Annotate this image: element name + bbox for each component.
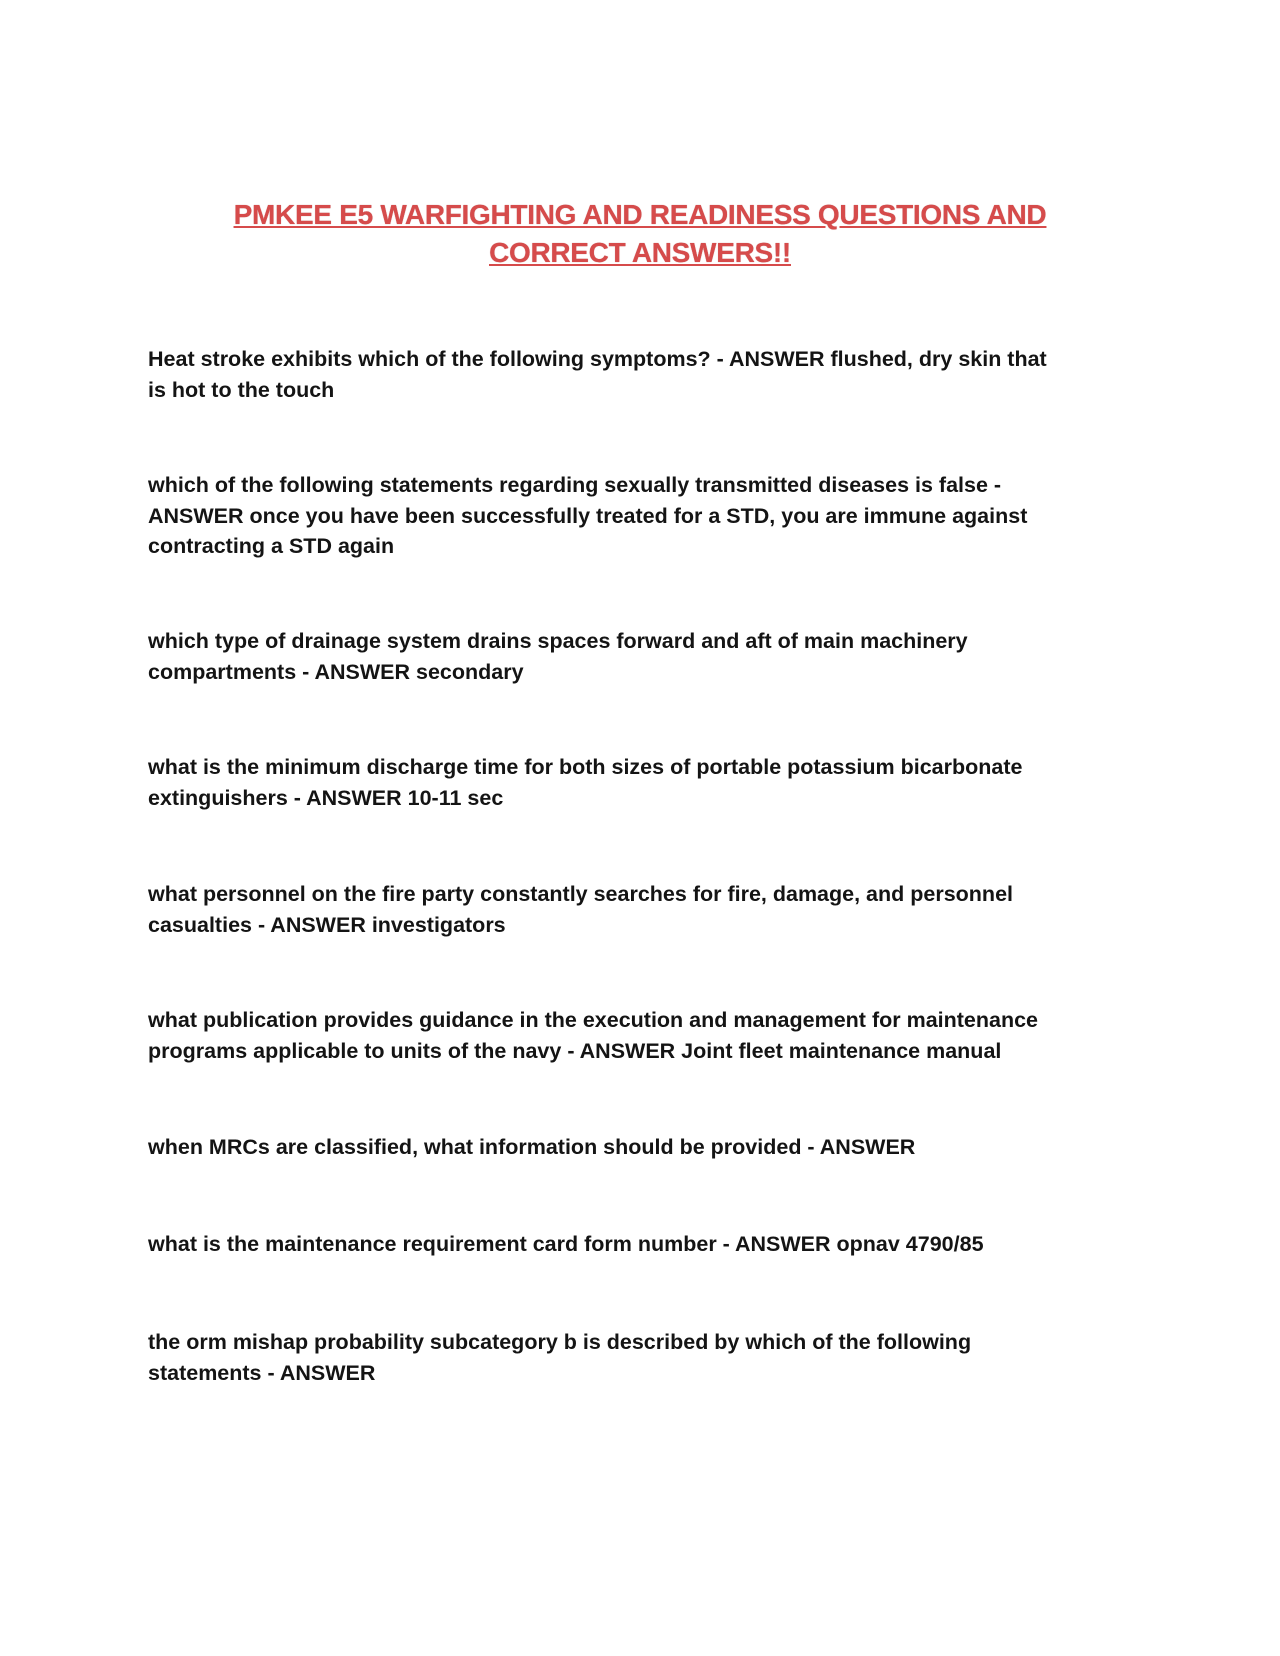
- title-line-2: CORRECT ANSWERS!!: [489, 237, 791, 268]
- qa-line: compartments - ANSWER secondary: [148, 659, 524, 684]
- qa-line: is hot to the touch: [148, 377, 335, 402]
- qa-item-mrcs: [148, 1132, 1138, 1163]
- qa-line: casualties - ANSWER investigators: [148, 912, 506, 937]
- title-line-1: PMKEE E5 WARFIGHTING AND READINESS QUESTIONS AND: [233, 199, 1047, 230]
- qa-line: ANSWER once you have been successfully treated for a STD, you are immune against: [148, 503, 1028, 528]
- qa-line: programs applicable to units of the navy - ANSWER Joint fleet maintenance manual: [148, 1038, 1002, 1063]
- document-title: [140, 196, 1140, 272]
- qa-line: the orm mishap probability subcategory b is described by which of the following: [148, 1330, 972, 1354]
- qa-line: statements - ANSWER: [148, 1360, 376, 1385]
- qa-line: extinguishers - ANSWER 10-11 sec: [148, 785, 504, 810]
- qa-line: what publication provides guidance in the execution and management for maintenance: [148, 1008, 1039, 1032]
- qa-line: what is the minimum discharge time for both sizes of portable potassium bicarbonate: [148, 755, 1023, 779]
- qa-line: which of the following statements regarding sexually transmitted diseases is false -: [148, 473, 1002, 497]
- qa-item-orm: [148, 1327, 1138, 1388]
- qa-line: which type of drainage system drains spaces forward and aft of main machinery: [148, 629, 968, 653]
- qa-item-heat-stroke: [148, 344, 1138, 405]
- qa-item-mrc-form: [148, 1229, 1138, 1260]
- qa-line: what is the maintenance requirement card form number - ANSWER opnav 4790/85: [148, 1232, 984, 1256]
- qa-line: Heat stroke exhibits which of the following symptoms? - ANSWER flushed, dry skin that: [148, 347, 1047, 371]
- qa-item-extinguishers: [148, 752, 1138, 813]
- qa-item-drainage: [148, 626, 1138, 687]
- qa-line: contracting a STD again: [148, 534, 395, 558]
- qa-item-fire-party: [148, 879, 1138, 940]
- qa-line: when MRCs are classified, what information should be provided - ANSWER: [148, 1135, 916, 1159]
- qa-line: what personnel on the fire party constantly searches for fire, damage, and personnel: [148, 882, 1013, 906]
- qa-item-std: [148, 470, 1138, 562]
- qa-item-publication: [148, 1005, 1138, 1066]
